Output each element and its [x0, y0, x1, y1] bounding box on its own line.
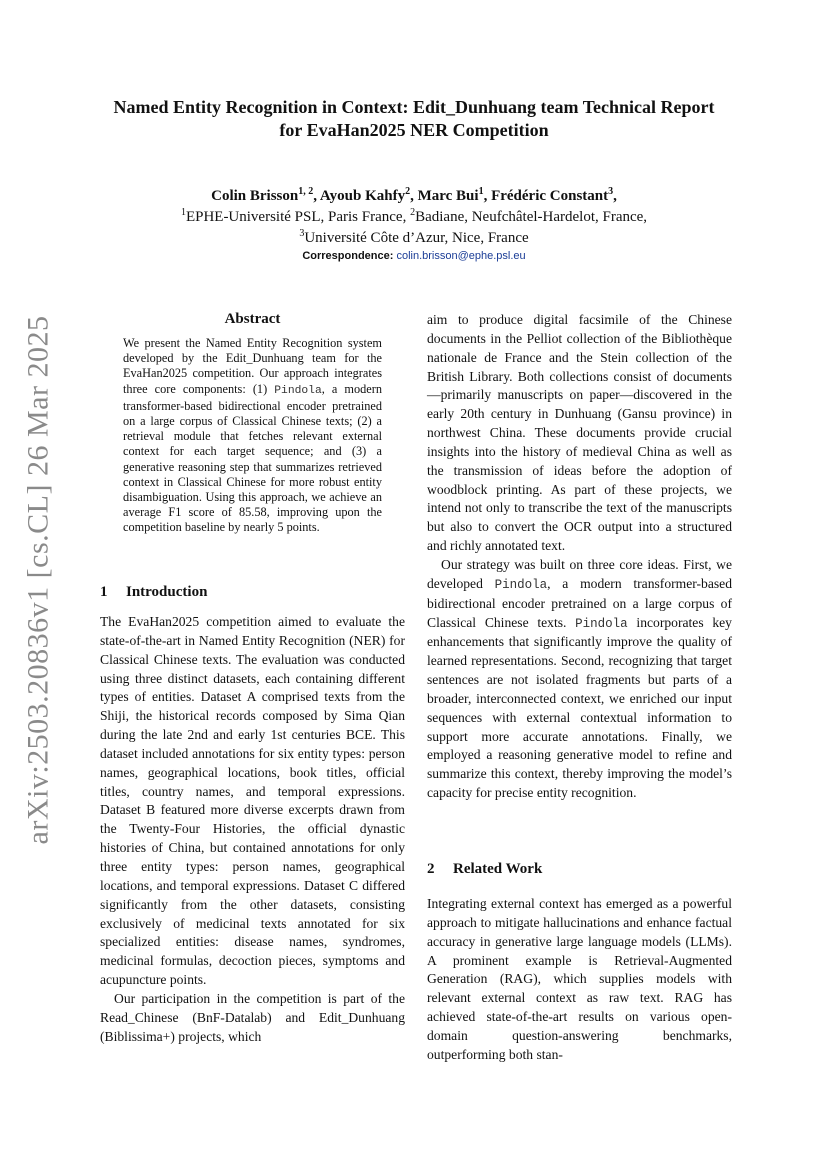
affiliation-mark: 3 — [299, 228, 305, 239]
model-name-code: Pindola — [274, 384, 322, 397]
affiliation-text: Badiane, Neufchâtel-Hardelot, France, — [415, 209, 648, 225]
author-affiliation-mark: 1 — [478, 186, 484, 197]
affiliation-mark: 1 — [180, 207, 186, 218]
right-column-related-work-body — [427, 895, 732, 1065]
abstract-heading: Abstract — [224, 311, 281, 327]
affiliation-mark: 2 — [410, 207, 416, 218]
affiliations-line-1 — [100, 207, 728, 228]
paragraph-text: , a modern transformer-based bidirectional encoder pretrained on a large corpus of Classical Chinese texts. — [427, 575, 732, 630]
section-title: Introduction — [126, 584, 208, 600]
paragraph: Integrating external context has emerged as a powerful approach to mitigate hallucinations and enhance factual accuracy in generative large language models (LLMs). A prominent example is Retrieval-Augmented Generation (RAG), which supplies models with relevant external context as raw text. RAG has achieved state-of-the-art results on various open-domain question-answering benchmarks, outperforming both stan- — [427, 896, 732, 1062]
author-affiliation-mark: 3 — [608, 186, 614, 197]
section-number: 1 — [100, 584, 108, 600]
left-column-body — [100, 613, 405, 1046]
paragraph-text: incorporates key enhancements that significantly improve the quality of learned representations. Second, recognizing that target sentences are not isolated fragments but parts of a broader, interconnected context, we enriched our input sequences with external contextual information to support more accurate annotations. Finally, we employed a reasoning generative model to refine and summarize this context, thereby improving the model’s capacity for precise entity recognition. — [427, 614, 732, 801]
author-affiliation-mark: 2 — [405, 186, 411, 197]
paragraph: aim to produce digital facsimile of the Chinese documents in the Pelliot collection of the Bibliothèque nationale de France and the Stein collection of the British Library. Both collections consist of documents—primarily manuscripts on paper—discovered in the early 20th century in Dunhuang (Gansu province) in northwest China. These documents provide crucial insights into the history of medieval China as well as the transmission of ideas before the adoption of woodblock printing. As part of these projects, we intend not only to transcribe the text of the manuscripts but also to convert the OCR output into a structured and richly annotated text. — [427, 312, 732, 554]
arxiv-identifier-stamp — [16, 315, 60, 845]
author-name: Colin Brisson — [211, 188, 299, 204]
author-affiliation-mark: 1, 2 — [298, 186, 314, 197]
affiliation-text: EPHE-Université PSL, Paris France, — [185, 209, 411, 225]
abstract-text: We present the Named Entity Recognition system developed by the Edit_Dunhuang team for the EvaHan2025 competition. Our approach integrates three core components: (1) — [123, 336, 382, 396]
author-names: Colin Brisson$^{1, 2}$, Ayoub Kahfy$^2$, Marc Bui$^1$, Frédéric Constant$^3$, — [211, 186, 617, 204]
correspondence-line — [100, 250, 728, 262]
abstract-text: , a modern transformer-based bidirectional encoder pretrained on a large corpus of Classical Chinese texts; (2) a retrieval module that fetches relevant external context for each target sequence; and (3) a generative reasoning step that summarizes retrieved context in Classical Chinese for more robust entity disambiguation. Using this approach, we achieve an average F1 score of 85.58, improving upon the competition baseline by nearly 5 points. — [123, 381, 382, 535]
paragraph: The EvaHan2025 competition aimed to evaluate the state-of-the-art in Named Entity Recognition (NER) for Classical Chinese texts. The evaluation was conducted using three distinct datasets, each containing different types of entities. Dataset A comprised texts from the Shiji, the historical records composed by Sima Qian during the late 2nd and early 1st centuries BCE. This dataset included annotations for six entity types: person names, geographical locations, book titles, official titles, country names, and temporal expressions. Dataset B featured more diverse excerpts drawn from the Twenty-Four Histories, the official dynastic histories of China, but contained annotations for only three entity types: person names, geographical locations, and temporal expressions. Dataset C differed significantly from the other datasets, consisting exclusively of medicinal texts annotated for six specialized entities: disease names, syndromes, medicinal formulas, decoction pieces, symptoms and acupuncture points. — [100, 614, 405, 988]
author-block — [100, 186, 728, 249]
section-number: 2 — [427, 861, 435, 877]
section-title: Related Work — [453, 861, 543, 877]
correspondence-email-link[interactable]: colin.brisson@ephe.psl.eu — [396, 250, 526, 262]
model-name-code: Pindola — [575, 616, 628, 631]
paragraph-text: Our strategy was built on three core ideas. First, we developed — [427, 556, 732, 591]
correspondence-label: Correspondence: — [302, 250, 394, 262]
affiliations-line-2 — [100, 228, 728, 249]
abstract-body — [123, 336, 382, 536]
author-name: Marc Bui — [417, 188, 479, 204]
model-name-code: Pindola — [494, 577, 548, 592]
author-name: Ayoub Kahfy — [319, 188, 406, 204]
section-heading-related-work — [427, 861, 542, 878]
paragraph — [427, 556, 732, 803]
section-heading-introduction — [100, 584, 207, 601]
affiliation-text: Université Côte d’Azur, Nice, France — [304, 230, 529, 246]
right-column-body — [427, 311, 732, 803]
paper-title: Named Entity Recognition in Context: Edit_Dunhuang team Technical Report for EvaHan2025 NER Competition — [113, 97, 715, 140]
paragraph: Our participation in the competition is part of the Read_Chinese (BnF-Datalab) and Edit_Dunhuang (Biblissima+) projects, which — [100, 990, 405, 1044]
author-name: Frédéric Constant — [491, 188, 609, 204]
arxiv-identifier-text: arXiv:2503.20836v1 [cs.CL] 26 Mar 2025 — [21, 315, 54, 845]
